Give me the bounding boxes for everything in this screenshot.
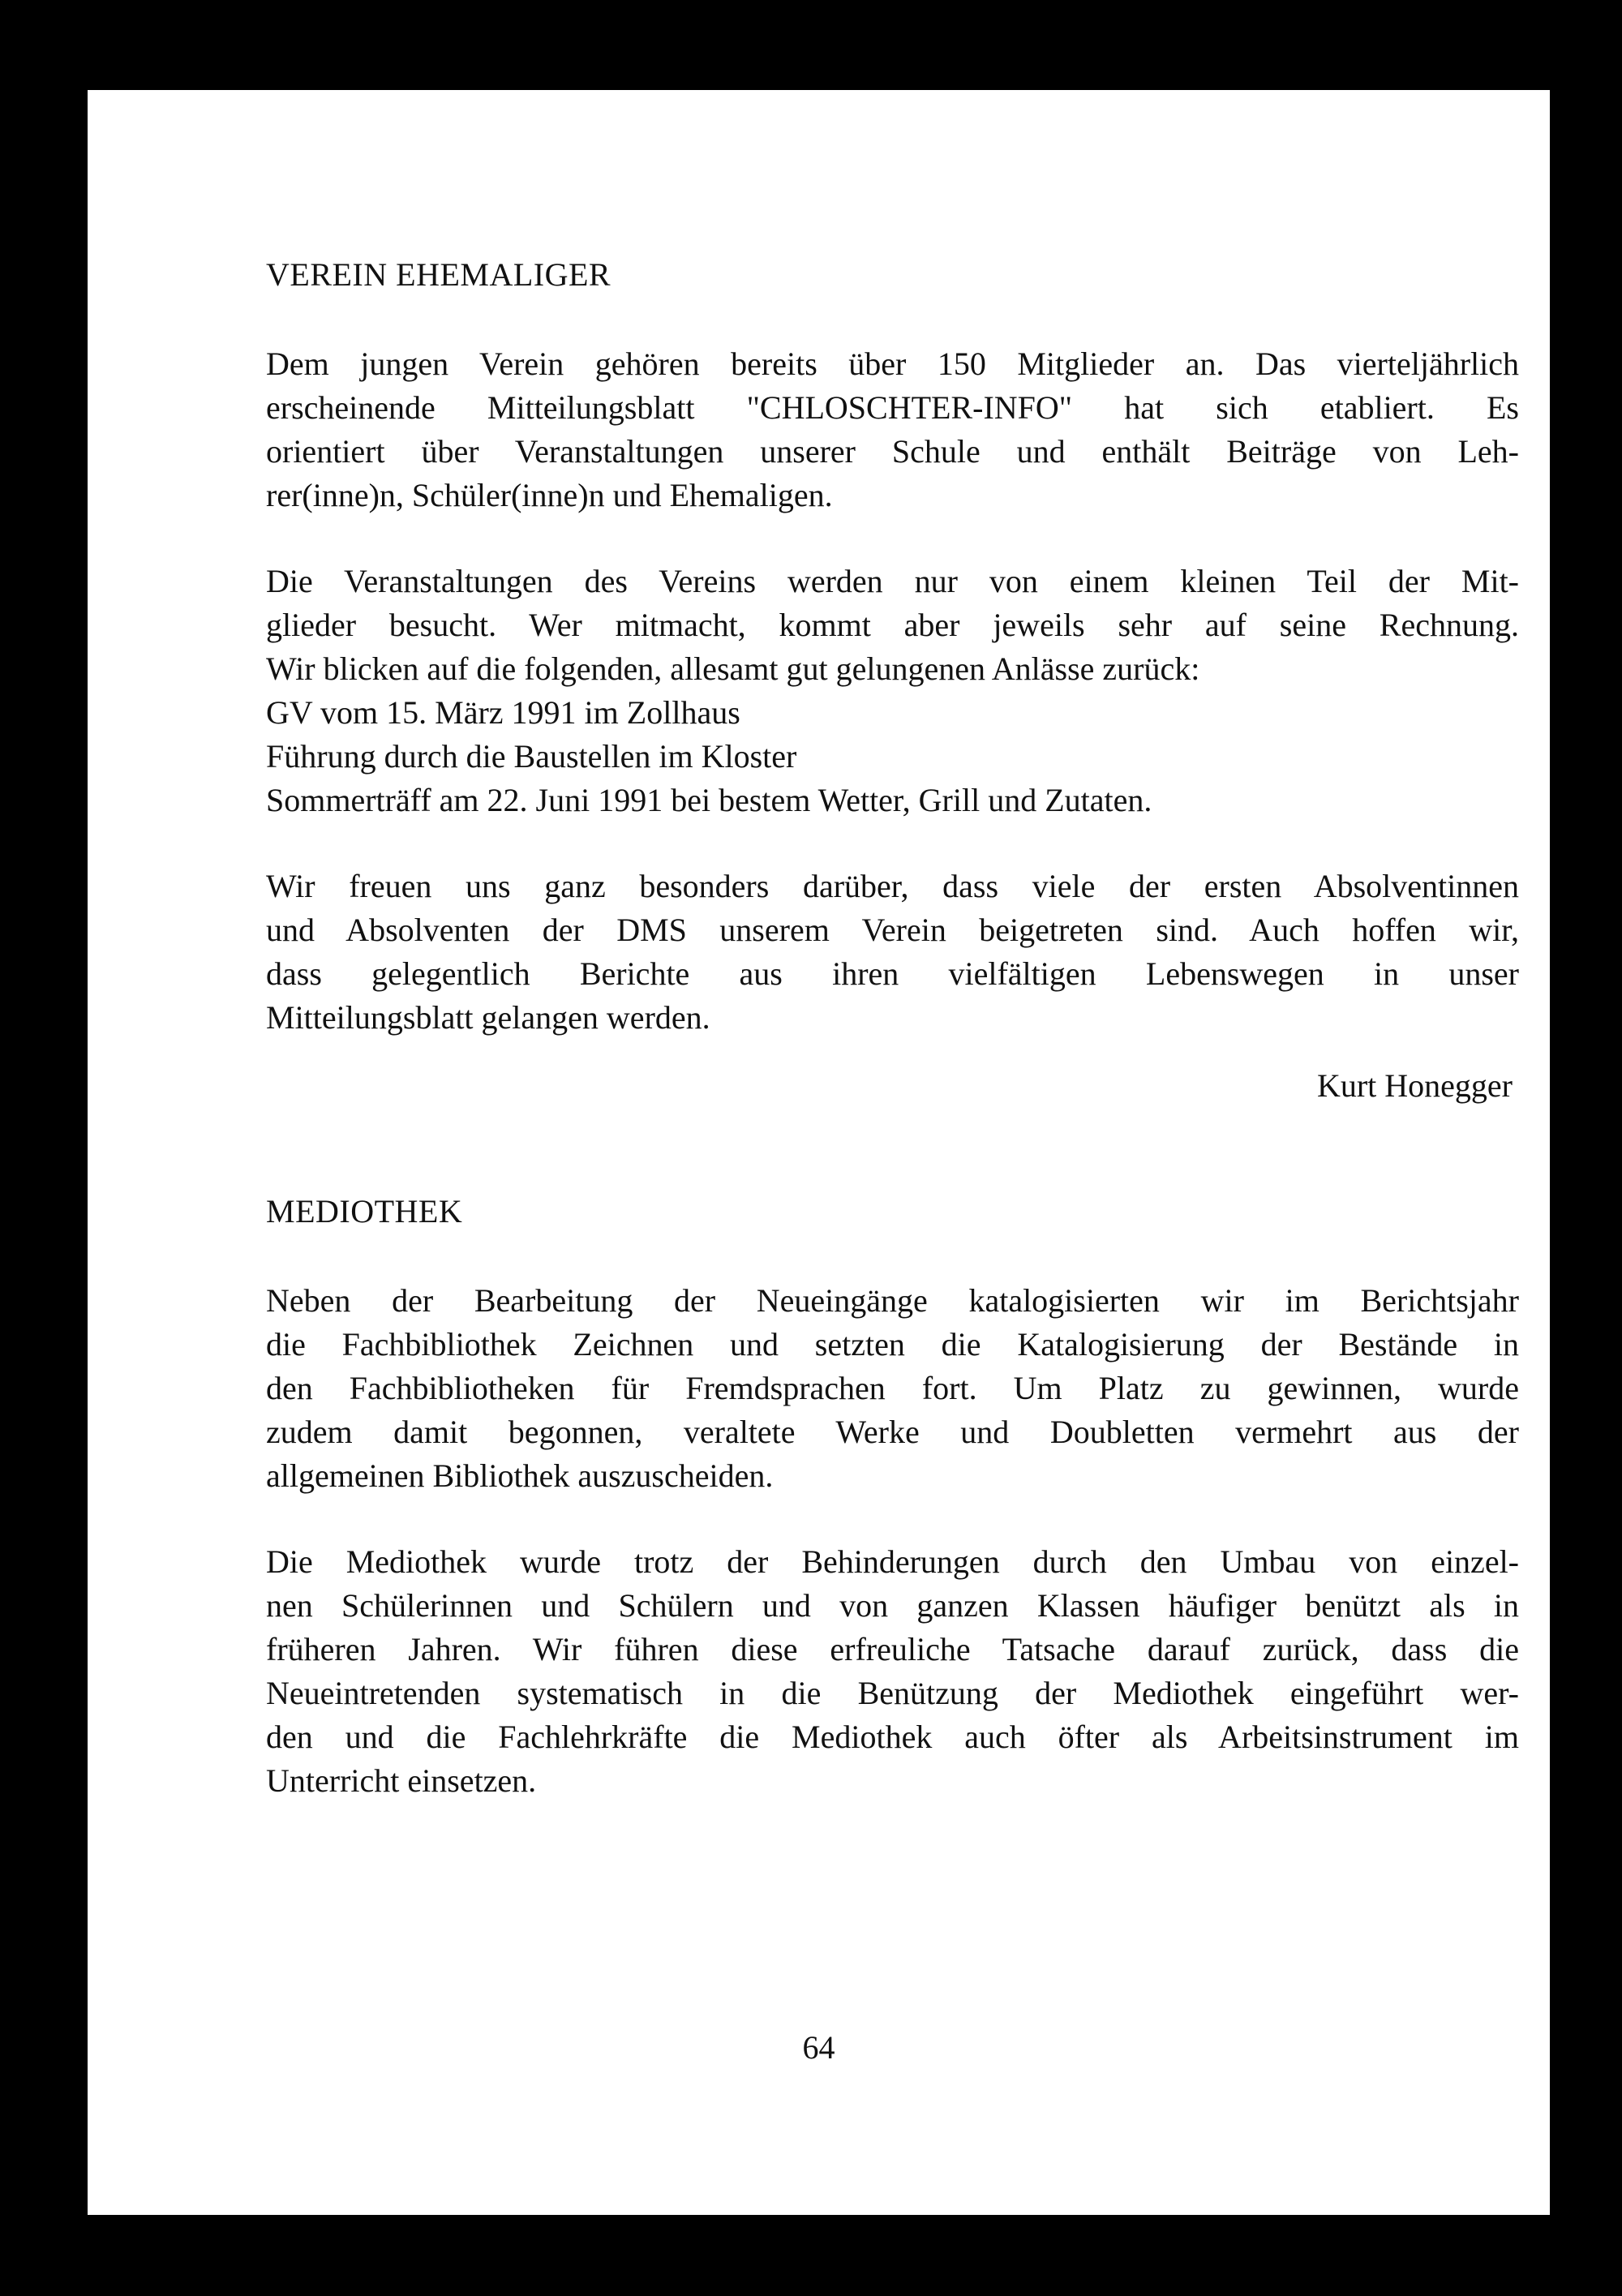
text-line: erscheinende Mitteilungsblatt "CHLOSCHTER-INFO" hat sich etabliert. Es bbox=[266, 389, 1519, 426]
text-line: Wir freuen uns ganz besonders darüber, dass viele der ersten Absolventinnen bbox=[266, 868, 1519, 904]
event-list-item: Sommerträff am 22. Juni 1991 bei bestem Wetter, Grill und Zutaten. bbox=[266, 782, 1152, 818]
section-title-mediothek: MEDIOTHEK bbox=[266, 1193, 463, 1230]
text-line: früheren Jahren. Wir führen diese erfreuliche Tatsache darauf zurück, dass die bbox=[266, 1631, 1519, 1667]
text-line: den Fachbibliotheken für Fremdsprachen fort. Um Platz zu gewinnen, wurde bbox=[266, 1370, 1519, 1406]
text-line: glieder besucht. Wer mitmacht, kommt aber jeweils sehr auf seine Rechnung. bbox=[266, 607, 1519, 643]
author-signature: Kurt Honegger bbox=[1316, 1067, 1513, 1104]
text-line: rer(inne)n, Schüler(inne)n und Ehemaligen. bbox=[266, 477, 833, 513]
text-line: Die Veranstaltungen des Vereins werden nur von einem kleinen Teil der Mit- bbox=[266, 563, 1519, 599]
scanned-page bbox=[88, 90, 1550, 2215]
text-line: und Absolventen der DMS unserem Verein beigetreten sind. Auch hoffen wir, bbox=[266, 912, 1519, 948]
paragraph-verein-3 bbox=[266, 865, 1519, 1040]
paragraph-verein-1 bbox=[266, 342, 1519, 517]
text-line: zudem damit begonnen, veraltete Werke und Doubletten vermehrt aus der bbox=[266, 1414, 1519, 1450]
text-line: Unterricht einsetzen. bbox=[266, 1762, 537, 1799]
text-line: Mitteilungsblatt gelangen werden. bbox=[266, 999, 710, 1036]
text-line: orientiert über Veranstaltungen unserer Schule und enthält Beiträge von Leh- bbox=[266, 433, 1519, 470]
text-line: nen Schülerinnen und Schülern und von ganzen Klassen häufiger benützt als in bbox=[266, 1587, 1519, 1624]
text-line: allgemeinen Bibliothek auszuscheiden. bbox=[266, 1457, 774, 1494]
section-title-verein-ehemaliger: VEREIN EHEMALIGER bbox=[266, 256, 611, 293]
event-list-item: GV vom 15. März 1991 im Zollhaus bbox=[266, 694, 740, 731]
paragraph-mediothek-2 bbox=[266, 1540, 1519, 1803]
text-line: Wir blicken auf die folgenden, allesamt gut gelungenen Anlässe zurück: bbox=[266, 650, 1200, 687]
text-line: Neben der Bearbeitung der Neueingänge katalogisierten wir im Berichtsjahr bbox=[266, 1282, 1519, 1319]
text-line: die Fachbibliothek Zeichnen und setzten die Katalogisierung der Bestände in bbox=[266, 1326, 1519, 1363]
event-list-item: Führung durch die Baustellen im Kloster bbox=[266, 738, 797, 775]
page-number: 64 bbox=[802, 2029, 835, 2066]
paragraph-mediothek-1 bbox=[266, 1279, 1519, 1498]
paragraph-verein-2 bbox=[266, 560, 1519, 822]
text-line: Die Mediothek wurde trotz der Behinderungen durch den Umbau von einzel- bbox=[266, 1543, 1519, 1580]
page-content bbox=[266, 252, 1519, 1803]
text-line: dass gelegentlich Berichte aus ihren vielfältigen Lebenswegen in unser bbox=[266, 955, 1519, 992]
text-line: den und die Fachlehrkräfte die Mediothek auch öfter als Arbeitsinstrument im bbox=[266, 1719, 1519, 1755]
text-line: Neueintretenden systematisch in die Benützung der Mediothek eingeführt wer- bbox=[266, 1675, 1519, 1711]
text-line: Dem jungen Verein gehören bereits über 150 Mitglieder an. Das vierteljährlich bbox=[266, 345, 1519, 382]
